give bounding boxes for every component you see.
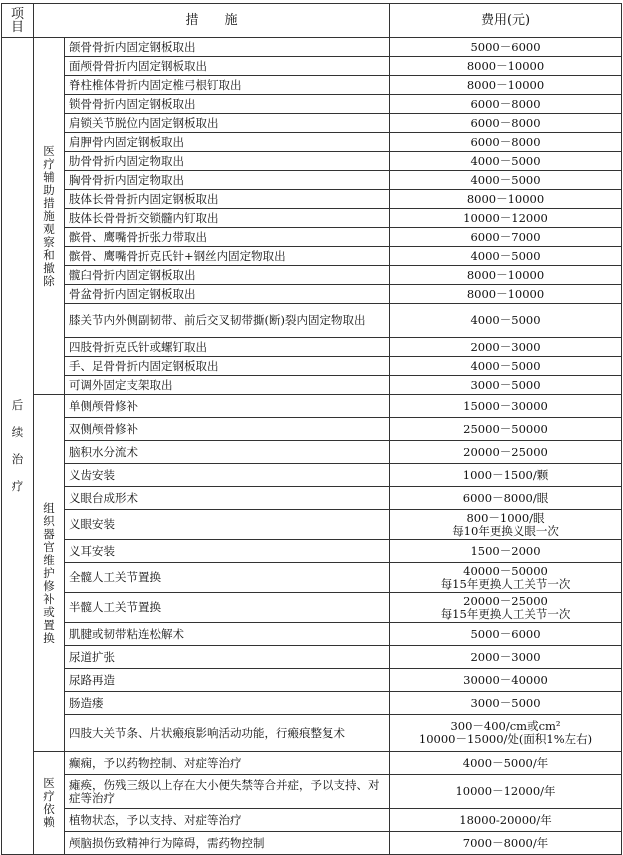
- group-medical-aid-label: [34, 38, 65, 395]
- table-row: [2, 114, 622, 133]
- group-label-char: 置: [43, 617, 55, 632]
- table-row: [2, 669, 622, 692]
- fee-cell: [390, 487, 622, 510]
- table-row: [2, 133, 622, 152]
- table-row: [2, 171, 622, 190]
- fee-value: 4000－5000/年: [462, 755, 549, 770]
- fee-value: 20000－25000: [463, 444, 548, 459]
- measure-cell: 锁骨骨折内固定钢板取出: [65, 95, 390, 114]
- fee-cell: [390, 285, 622, 304]
- table-row: [2, 57, 622, 76]
- fee-cell: [390, 266, 622, 285]
- table-row: [2, 540, 622, 563]
- table-row: [2, 510, 622, 540]
- group-label-char: 助: [43, 182, 55, 197]
- fee-cell: [390, 540, 622, 563]
- header-item: 项目: [2, 4, 34, 38]
- table-row: [2, 418, 622, 441]
- fee-value: 15000－30000: [463, 398, 548, 413]
- fee-cell: [390, 715, 622, 752]
- fee-value: 7000－8000/年: [462, 835, 549, 850]
- group-label-char: 补: [43, 591, 55, 606]
- fee-cell: [390, 133, 622, 152]
- table-row: [2, 487, 622, 510]
- measure-cell: 双侧颅骨修补: [65, 418, 390, 441]
- table-row: [2, 304, 622, 338]
- table-row: [2, 376, 622, 395]
- measure-cell: 脑积水分流术: [65, 441, 390, 464]
- table-row: [2, 285, 622, 304]
- table-row: [2, 247, 622, 266]
- group-label-char: 疗: [43, 156, 55, 171]
- fee-cell: [390, 171, 622, 190]
- fee-value: 8000－10000: [466, 286, 545, 301]
- group-label-char: 依: [43, 802, 55, 816]
- fee-cell: [390, 563, 622, 593]
- measure-cell: 胸骨骨折内固定物取出: [65, 171, 390, 190]
- fee-value: 2000－3000: [470, 339, 541, 354]
- table-row: [2, 464, 622, 487]
- fee-value: 6000－8000/眼: [462, 490, 549, 505]
- measure-cell: 肩锁关节脱位内固定钢板取出: [65, 114, 390, 133]
- fee-value: 800－1000/眼: [466, 510, 545, 525]
- fee-cell: [390, 464, 622, 487]
- fee-cell: [390, 593, 622, 623]
- table-row: [2, 775, 622, 809]
- fee-value: 10000－12000: [463, 210, 548, 225]
- measure-cell: 脊柱椎体骨折内固定椎弓根钉取出: [65, 76, 390, 95]
- group-label-char: 维: [43, 552, 55, 567]
- fee-cell: [390, 357, 622, 376]
- measure-cell: 义眼安装: [65, 510, 390, 540]
- fee-cell: [390, 304, 622, 338]
- fee-cell: [390, 247, 622, 266]
- group-label-char: 或: [43, 604, 55, 619]
- fee-value: 6000－8000: [470, 134, 541, 149]
- table-row: [2, 228, 622, 247]
- group-label-char: 疗: [43, 789, 55, 803]
- fee-cell: [390, 57, 622, 76]
- group-label-char: 官: [43, 539, 55, 554]
- fee-cell: [390, 418, 622, 441]
- table-row: [2, 593, 622, 623]
- measure-cell: 肋骨骨折内固定物取出: [65, 152, 390, 171]
- fee-cell: [390, 114, 622, 133]
- main-category-char: 后: [11, 398, 24, 412]
- group-label-char: 察: [43, 234, 55, 249]
- fee-value: 4000－5000: [470, 358, 541, 373]
- measure-cell: 髋臼骨折内固定钢板取出: [65, 266, 390, 285]
- measure-cell: 四肢骨折克氏针或螺钉取出: [65, 338, 390, 357]
- fee-value: 6000－8000: [470, 96, 541, 111]
- fee-cell: [390, 76, 622, 95]
- measure-cell: 髌骨、鹰嘴骨折张力带取出: [65, 228, 390, 247]
- table-row: [2, 76, 622, 95]
- table-row: [2, 715, 622, 752]
- measure-cell: 可调外固定支架取出: [65, 376, 390, 395]
- group-label-char: 撤: [43, 260, 55, 275]
- fee-value: 6000－8000: [470, 115, 541, 130]
- table-row: [2, 832, 622, 855]
- table-row: [2, 692, 622, 715]
- group-label-char: 除: [43, 273, 55, 288]
- fee-value: 5000－6000: [470, 39, 541, 54]
- measure-cell: 肢体长骨骨折内固定钢板取出: [65, 190, 390, 209]
- fee-value: 5000－6000: [470, 626, 541, 641]
- group-label-char: 护: [43, 565, 55, 580]
- fee-cell: [390, 209, 622, 228]
- measure-cell: 癫痫，予以药物控制、对症等治疗: [65, 752, 390, 775]
- fee-value: 2000－3000: [470, 649, 541, 664]
- fee-value: 30000－40000: [463, 672, 548, 687]
- measure-cell: 肢体长骨骨折交锁髓内钉取出: [65, 209, 390, 228]
- measure-cell: 肩胛骨内固定钢板取出: [65, 133, 390, 152]
- fee-note: 每10年更换义眼一次: [452, 523, 559, 538]
- table-row: [2, 338, 622, 357]
- fee-value: 1000－1500/颗: [462, 467, 549, 482]
- measure-cell: 义齿安装: [65, 464, 390, 487]
- group-organ-repair-label: [34, 395, 65, 752]
- measure-cell: 手、足骨骨折内固定钢板取出: [65, 357, 390, 376]
- measure-cell: 骨盆骨折内固定钢板取出: [65, 285, 390, 304]
- measure-cell: 植物状态，予以支持、对症等治疗: [65, 809, 390, 832]
- fee-cell: [390, 95, 622, 114]
- table-row: [2, 152, 622, 171]
- table-row: [2, 190, 622, 209]
- group-label-char: 赖: [43, 815, 55, 829]
- fee-cell: [390, 752, 622, 775]
- group-label-char: 织: [43, 513, 55, 528]
- measure-cell: 瘫痪，伤残三级以上存在大小便失禁等合并症，予以支持、对症等治疗: [65, 775, 390, 809]
- header-measure: 措 施: [34, 4, 390, 38]
- treatment-fee-table: [1, 3, 622, 855]
- table-row: [2, 266, 622, 285]
- table-row: [2, 38, 622, 57]
- fee-cell: [390, 152, 622, 171]
- group-label-char: 组: [43, 500, 55, 515]
- fee-value: 8000－10000: [466, 77, 545, 92]
- group-label-char: 换: [43, 630, 55, 645]
- measure-cell: 膝关节内外侧副韧带、前后交叉韧带撕(断)裂内固定物取出: [65, 304, 390, 338]
- fee-value: 1500－2000: [470, 543, 541, 558]
- fee-cell: [390, 228, 622, 247]
- group-label-char: 医: [43, 776, 55, 790]
- measure-cell: 髌骨、鹰嘴骨折克氏针+钢丝内固定物取出: [65, 247, 390, 266]
- table-row: [2, 752, 622, 775]
- group-label-char: 施: [43, 208, 55, 223]
- fee-cell: [390, 669, 622, 692]
- table-row: [2, 809, 622, 832]
- header-fee: 费用(元): [390, 4, 622, 38]
- measure-cell: 义耳安装: [65, 540, 390, 563]
- fee-cell: [390, 623, 622, 646]
- fee-value: 4000－5000: [470, 313, 541, 327]
- measure-cell: 肌腱或韧带粘连松解术: [65, 623, 390, 646]
- fee-cell: [390, 809, 622, 832]
- main-category-char: 治: [11, 452, 24, 466]
- fee-cell: [390, 395, 622, 418]
- fee-value: 3000－5000: [470, 695, 541, 710]
- fee-cell: [390, 832, 622, 855]
- table-row: [2, 441, 622, 464]
- group-label-char: 观: [43, 221, 55, 236]
- fee-cell: [390, 692, 622, 715]
- table-row: [2, 646, 622, 669]
- fee-cell: [390, 376, 622, 395]
- fee-cell: [390, 441, 622, 464]
- fee-cell: [390, 775, 622, 809]
- measure-cell: 尿道扩张: [65, 646, 390, 669]
- measure-cell: 尿路再造: [65, 669, 390, 692]
- main-category-char: 疗: [11, 479, 24, 493]
- group-label-char: 措: [43, 195, 55, 210]
- fee-value: 40000－50000: [463, 563, 548, 578]
- fee-note: 10000－15000/处(面积1%左右): [418, 732, 593, 746]
- group-medical-dependence-label: [34, 752, 65, 855]
- fee-value: 10000－12000/年: [455, 784, 556, 798]
- table-row: [2, 395, 622, 418]
- fee-cell: [390, 338, 622, 357]
- table-row: [2, 357, 622, 376]
- fee-cell: [390, 38, 622, 57]
- table-row: [2, 209, 622, 228]
- measure-cell: 颅脑损伤致精神行为障碍，需药物控制: [65, 832, 390, 855]
- measure-cell: 颌骨骨折内固定钢板取出: [65, 38, 390, 57]
- fee-value: 4000－5000: [470, 248, 541, 263]
- group-label-char: 辅: [43, 169, 55, 184]
- fee-value: 8000－10000: [466, 191, 545, 206]
- fee-value: 4000－5000: [470, 153, 541, 168]
- main-category-char: 续: [11, 425, 24, 439]
- fee-value: 8000－10000: [466, 58, 545, 73]
- fee-value: 18000-20000/年: [459, 812, 552, 827]
- table-row: [2, 563, 622, 593]
- table-row: [2, 95, 622, 114]
- fee-cell: [390, 510, 622, 540]
- fee-note: 每15年更换人工关节一次: [440, 576, 571, 591]
- table-row: [2, 623, 622, 646]
- fee-value: 6000－7000: [470, 229, 541, 244]
- fee-value: 300－400/cm或cm²: [450, 719, 561, 733]
- measure-cell: 肠造瘘: [65, 692, 390, 715]
- group-label-char: 修: [43, 578, 55, 593]
- group-label-char: 器: [43, 526, 55, 541]
- fee-value: 3000－5000: [470, 377, 541, 392]
- fee-value: 20000－25000: [463, 593, 548, 608]
- fee-cell: [390, 190, 622, 209]
- fee-cell: [390, 646, 622, 669]
- measure-cell: 义眼台成形术: [65, 487, 390, 510]
- main-category-cell: [2, 38, 34, 855]
- group-label-char: 医: [43, 143, 55, 158]
- fee-value: 25000－50000: [463, 421, 548, 436]
- measure-cell: 单侧颅骨修补: [65, 395, 390, 418]
- fee-note: 每15年更换人工关节一次: [440, 606, 571, 621]
- fee-value: 8000－10000: [466, 267, 545, 282]
- measure-cell: 半髋人工关节置换: [65, 593, 390, 623]
- table-body: [2, 38, 622, 855]
- table-header-row: [2, 4, 622, 38]
- measure-cell: 面颅骨骨折内固定钢板取出: [65, 57, 390, 76]
- group-label-char: 和: [43, 247, 55, 262]
- measure-cell: 四肢大关节条、片状瘢痕影响活动功能，行瘢痕整复术: [65, 715, 390, 752]
- fee-value: 4000－5000: [470, 172, 541, 187]
- measure-cell: 全髋人工关节置换: [65, 563, 390, 593]
